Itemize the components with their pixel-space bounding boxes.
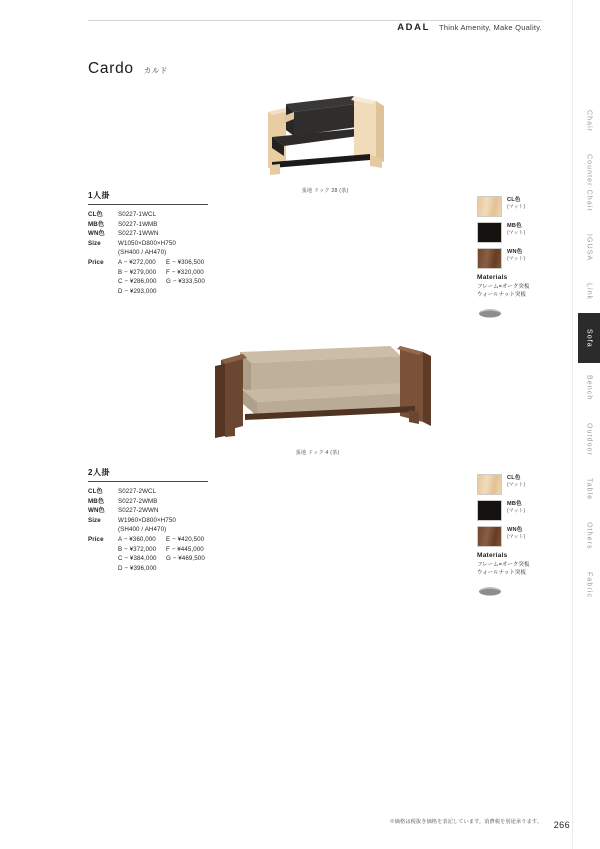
swatch-oak [477,196,502,217]
swatch-black [477,500,502,521]
armchair-photo-caption: 張地 ドック 28 (茶) [301,188,349,194]
swatch-text [502,196,525,211]
price-row [118,545,208,555]
price-label: Price [88,536,104,544]
swatch-oak [477,474,502,495]
spec-row [88,497,208,507]
spec-row [88,210,208,220]
section-2-specs [88,487,208,573]
tab-fabric-label: Fabric [585,571,593,598]
price-left: B − ¥279,000 [118,268,157,276]
tab-table-label: Table [585,477,593,501]
swatch-code: WN色 [507,527,523,533]
product-name: Cardo [88,60,134,77]
swatch-item [477,196,549,217]
swatch-text [502,500,525,515]
spec-value: S0227-2WWN [118,507,159,515]
spec-key: WN色 [88,230,105,238]
price-left: D − ¥293,000 [118,287,157,295]
price-right: F − ¥445,000 [166,545,204,553]
swatch-finish: (マット) [507,230,526,237]
fabric-swatch-icon [477,306,503,319]
spec-row [88,239,208,249]
materials-title: Materials [477,274,508,281]
spec-key: MB色 [88,220,105,228]
price-right: G − ¥469,500 [166,555,205,563]
footer-note: ※価格は税抜き価格を表記しています。消費税を別途承ります。 [389,819,542,825]
spec-row [88,525,208,535]
price-left: A − ¥272,000 [118,259,156,267]
fabric-swatch-icon [477,584,503,597]
brand-tagline: Think Amenity, Make Quality. [438,23,542,32]
swatch-walnut [477,526,502,547]
right-margin-rule [572,0,573,849]
spec-value: W1050×D800×H750 [118,239,176,247]
price-left: A − ¥360,000 [118,536,156,544]
brand-block [397,22,542,33]
swatch-item [477,500,549,521]
section-2-heading: 2人掛 [88,467,208,482]
spec-key: Size [88,516,101,524]
tab-link[interactable] [578,273,600,310]
price-right: E − ¥306,500 [166,259,205,267]
spec-row [88,506,208,516]
swatch-code: CL色 [507,475,521,481]
price-row [118,287,208,297]
section-1-heading: 1人掛 [88,190,208,205]
armchair-illustration [250,82,400,182]
spec-value: S0227-1WWN [118,230,159,238]
price-list [118,258,208,296]
swatch-finish: (マット) [507,204,526,211]
materials-block-2 [477,474,549,597]
spec-key: CL色 [88,488,103,495]
sofa-photo-caption: 張地 ドック 4 (茶) [295,450,340,456]
materials-title: Materials [477,552,508,559]
tab-outdoor-label: Outdoor [585,422,593,456]
price-left: C − ¥384,000 [118,555,157,563]
tab-chair-label: Chair [585,110,593,133]
price-row [118,564,208,574]
swatch-text [502,526,525,541]
spec-row [88,487,208,497]
brand-logo: ADAL [397,22,430,33]
spec-key: CL色 [88,211,103,218]
price-list [118,535,208,573]
tab-bench-label: Bench [585,375,593,401]
section-tabs [578,100,600,610]
swatch-text [502,474,525,489]
price-row [118,258,208,268]
page-header [0,22,600,44]
tab-link-label: Link [585,283,593,301]
spec-value: (SH400 / AH470) [118,526,167,534]
swatch-item [477,222,549,243]
swatch-item [477,248,549,269]
swatch-text [502,222,525,237]
swatch-code: MB色 [507,501,522,507]
tab-fabric[interactable] [578,562,600,608]
materials-block-1 [477,196,549,319]
swatch-finish: (マット) [507,482,526,489]
spec-value: W1960×D800×H750 [118,516,176,524]
price-row [118,535,208,545]
swatch-finish: (マット) [507,256,526,263]
price-row [118,277,208,287]
price-block [88,258,208,296]
price-right: F − ¥320,000 [166,268,204,276]
tab-igusa[interactable] [578,224,600,271]
tab-others-label: Others [585,522,593,550]
spec-value: S0227-2WMB [118,497,158,505]
tab-igusa-label: IGUSA [585,234,593,262]
section-1-seater [88,190,208,296]
spec-key: WN色 [88,507,105,515]
price-row [118,268,208,278]
swatch-text [502,248,525,263]
price-right: E − ¥420,500 [166,536,205,544]
materials-line: ウォールナット突板 [477,570,526,577]
swatch-code: MB色 [507,223,522,229]
swatch-code: CL色 [507,197,521,203]
materials-line: ウォールナット突板 [477,292,526,299]
price-left: B − ¥372,000 [118,545,157,553]
armchair-photo [250,82,400,194]
price-left: C − ¥286,000 [118,278,157,286]
page-number: 266 [553,820,570,830]
price-row [118,554,208,564]
swatch-finish: (マット) [507,534,526,541]
spec-value: (SH400 / AH470) [118,249,167,257]
tab-counter-chair-label: Counter Chair [585,154,593,213]
swatch-black [477,222,502,243]
tab-others[interactable] [578,512,600,560]
tab-counter-chair[interactable] [578,144,600,222]
spec-value: S0227-1WMB [118,220,158,228]
sofa-illustration [185,340,450,444]
section-2-seater [88,467,208,573]
section-1-specs [88,210,208,296]
tab-chair[interactable] [578,100,600,142]
price-right: G − ¥333,500 [166,278,205,286]
swatch-walnut [477,248,502,269]
spec-value: S0227-2WCL [118,488,157,495]
tab-bench[interactable] [578,365,600,410]
tab-sofa-label: Sofa [585,328,593,348]
spec-key: Size [88,239,101,247]
price-left: D − ¥396,000 [118,564,157,572]
sofa-photo [185,340,450,458]
spec-key: MB色 [88,497,105,505]
price-block [88,535,208,573]
tab-sofa[interactable] [578,313,600,364]
header-divider [88,20,542,21]
spec-row [88,220,208,230]
swatch-finish: (マット) [507,508,526,515]
materials-line: フレーム=オーク突板 [477,562,530,568]
swatch-item [477,526,549,547]
price-label: Price [88,259,104,267]
swatch-item [477,474,549,495]
page-title [88,60,168,78]
product-name-jp: カルド [143,66,169,75]
tab-outdoor[interactable] [578,413,600,466]
spec-value: S0227-1WCL [118,211,157,218]
spec-row [88,229,208,239]
swatch-code: WN色 [507,249,523,255]
materials-line: フレーム=オーク突板 [477,284,530,290]
tab-table[interactable] [578,468,600,510]
spec-row [88,248,208,258]
spec-row [88,516,208,526]
